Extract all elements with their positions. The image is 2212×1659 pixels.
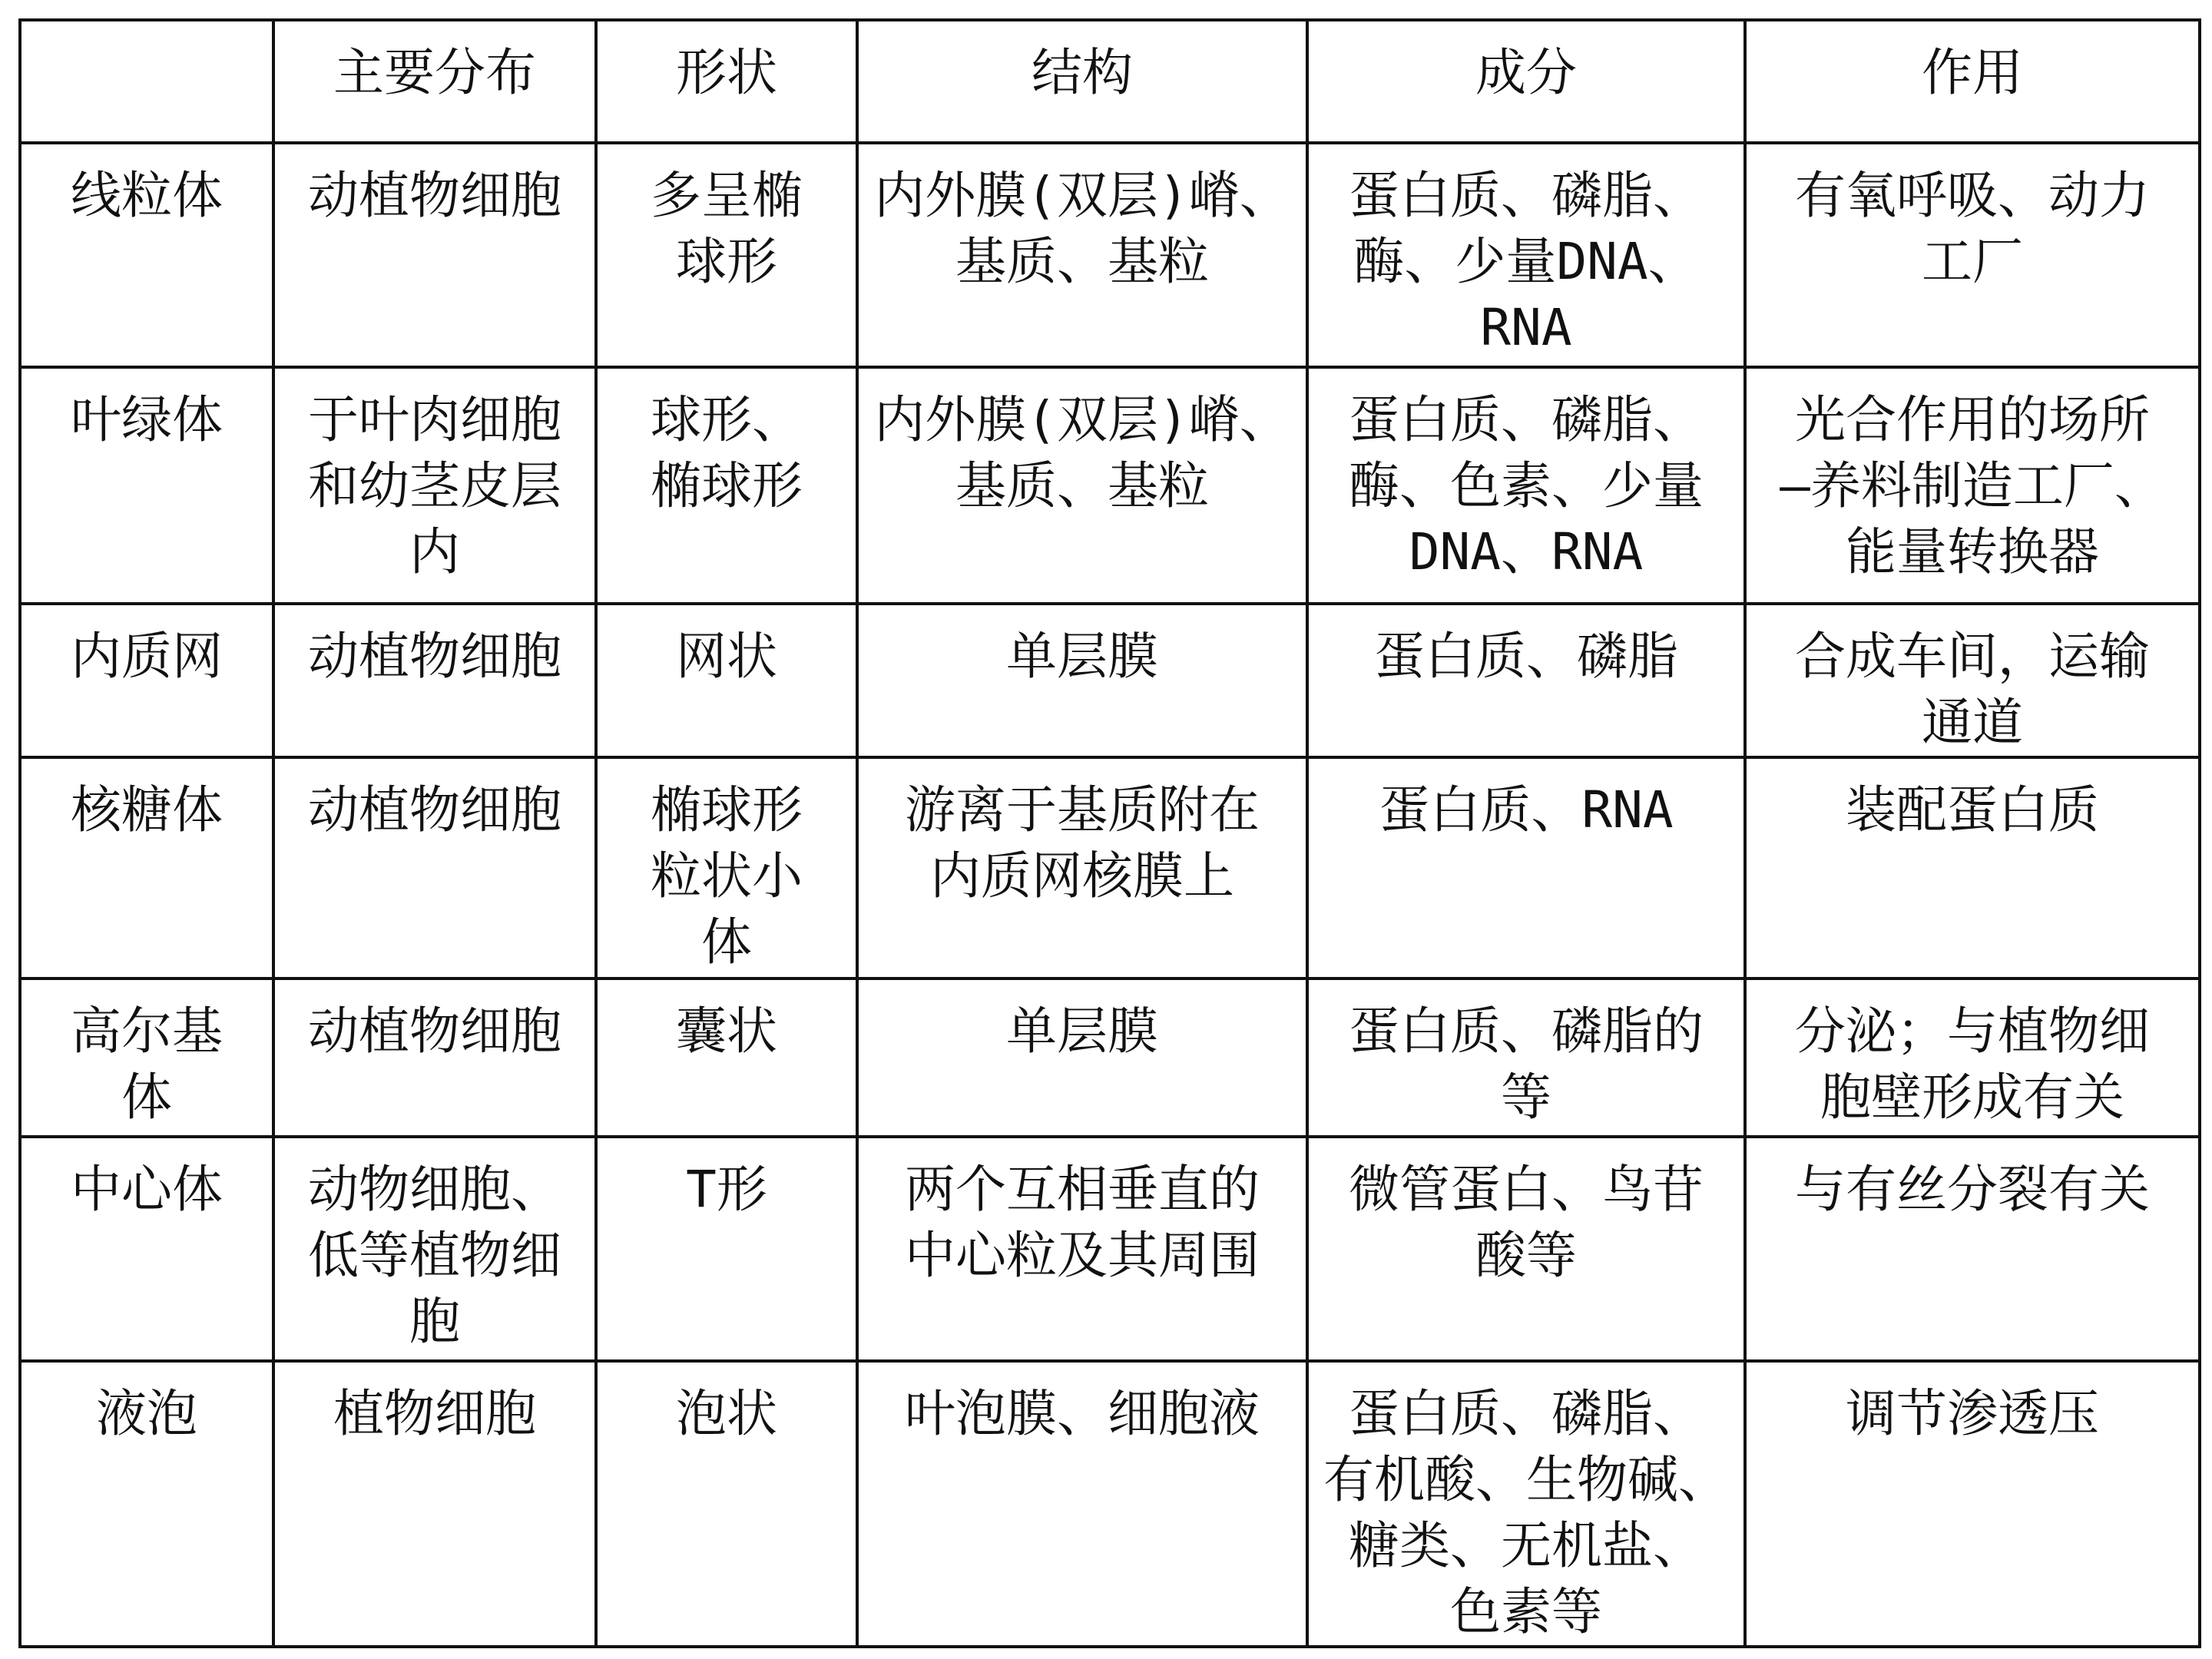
column-header: 主要分布	[273, 20, 596, 143]
table-cell: 动植物细胞	[273, 604, 596, 757]
organelle-name-cell: 中心体	[20, 1137, 273, 1361]
table-cell: 两个互相垂直的 中心粒及其周围	[857, 1137, 1307, 1361]
table-cell: 蛋白质、RNA	[1307, 757, 1745, 979]
table-cell: 囊状	[596, 979, 857, 1137]
table-cell: 有氧呼吸、动力 工厂	[1745, 143, 2200, 367]
table-cell: 调节渗透压	[1745, 1361, 2200, 1647]
table-cell: 蛋白质、磷脂、 酶、少量DNA、 RNA	[1307, 143, 1745, 367]
organelle-name-cell: 液泡	[20, 1361, 273, 1647]
table-cell: 泡状	[596, 1361, 857, 1647]
table-cell: T形	[596, 1137, 857, 1361]
table-row	[20, 367, 2200, 604]
column-header	[20, 20, 273, 143]
header-row	[20, 20, 2200, 143]
column-header: 作用	[1745, 20, 2200, 143]
table-cell: 网状	[596, 604, 857, 757]
table-cell: 椭球形 粒状小 体	[596, 757, 857, 979]
table-header	[20, 20, 2200, 143]
organelle-table	[18, 18, 2201, 1648]
table-cell: 动植物细胞	[273, 979, 596, 1137]
table-cell: 蛋白质、磷脂	[1307, 604, 1745, 757]
table-cell: 叶泡膜、细胞液	[857, 1361, 1307, 1647]
organelle-name-cell: 高尔基 体	[20, 979, 273, 1137]
table-cell: 动植物细胞	[273, 143, 596, 367]
table-cell: 植物细胞	[273, 1361, 596, 1647]
table-row	[20, 143, 2200, 367]
table-cell: 与有丝分裂有关	[1745, 1137, 2200, 1361]
table-cell: 装配蛋白质	[1745, 757, 2200, 979]
table-row	[20, 1361, 2200, 1647]
table-cell: 单层膜	[857, 604, 1307, 757]
organelle-name-cell: 叶绿体	[20, 367, 273, 604]
table-cell: 动植物细胞	[273, 757, 596, 979]
table-cell: 球形、 椭球形	[596, 367, 857, 604]
organelle-name-cell: 线粒体	[20, 143, 273, 367]
table-cell: 分泌；与植物细 胞壁形成有关	[1745, 979, 2200, 1137]
table-cell: 单层膜	[857, 979, 1307, 1137]
table-cell: 蛋白质、磷脂的 等	[1307, 979, 1745, 1137]
table-cell: 蛋白质、磷脂、 酶、色素、少量 DNA、RNA	[1307, 367, 1745, 604]
table-body	[20, 143, 2200, 1647]
column-header: 成分	[1307, 20, 1745, 143]
table-cell: 光合作用的场所 —养料制造工厂、 能量转换器	[1745, 367, 2200, 604]
table-row	[20, 757, 2200, 979]
table-row	[20, 979, 2200, 1137]
column-header: 结构	[857, 20, 1307, 143]
table-cell: 动物细胞、 低等植物细 胞	[273, 1137, 596, 1361]
table-cell: 多呈椭 球形	[596, 143, 857, 367]
table-cell: 于叶肉细胞 和幼茎皮层 内	[273, 367, 596, 604]
table-row	[20, 604, 2200, 757]
table-cell: 合成车间，运输 通道	[1745, 604, 2200, 757]
column-header: 形状	[596, 20, 857, 143]
table-cell: 微管蛋白、鸟苷 酸等	[1307, 1137, 1745, 1361]
table-row	[20, 1137, 2200, 1361]
organelle-name-cell: 内质网	[20, 604, 273, 757]
table-cell: 游离于基质附在 内质网核膜上	[857, 757, 1307, 979]
table-cell: 内外膜(双层)嵴、 基质、基粒	[857, 367, 1307, 604]
organelle-name-cell: 核糖体	[20, 757, 273, 979]
table-cell: 蛋白质、磷脂、 有机酸、生物碱、 糖类、无机盐、 色素等	[1307, 1361, 1745, 1647]
table-cell: 内外膜(双层)嵴、 基质、基粒	[857, 143, 1307, 367]
